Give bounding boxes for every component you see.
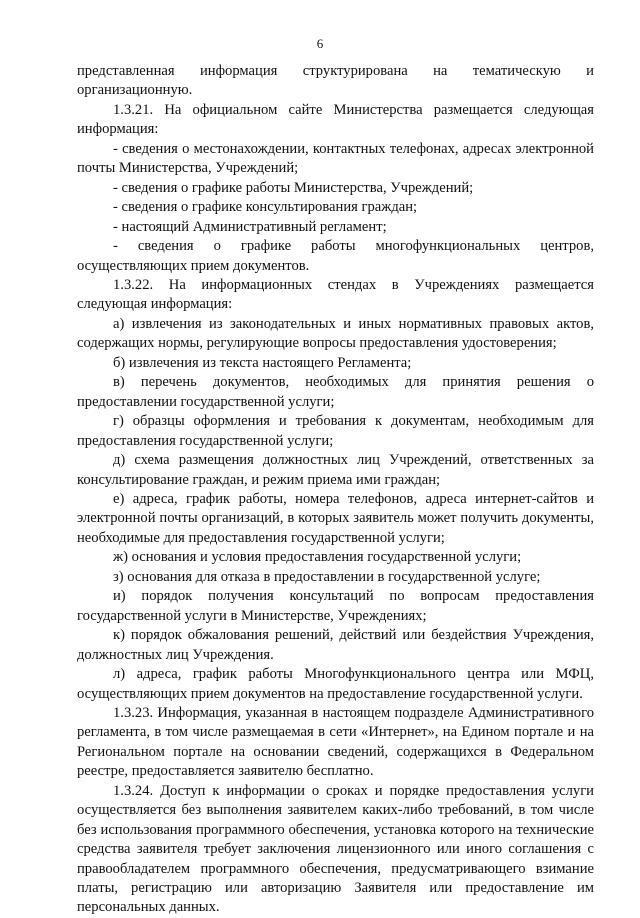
list-item-work-schedule: - сведения о графике работы Министерства, Учреждений; [113,179,474,196]
list-item-zh: ж) основания и условия предоставления государственной услуги; [113,549,522,566]
list-item-consulting-schedule: - сведения о графике консультирования граждан; [113,199,418,216]
paragraph-1-3-21: 1.3.21. На официальном сайте Министерства размещается следующая информация: [77,101,594,138]
document-body [77,62,594,918]
list-item-l: л) адреса, график работы Многофункционального центра или МФЦ, осуществляющих прием документов на предоставление государственной услуги. [77,666,594,702]
paragraph-1-3-23: 1.3.23. Информация, указанная в настоящем подразделе Административного регламента, в том числе размещаемая в сети «Интернет», на Едином портале и на Региональном портале на основании сведений, содержащихся в Федеральном реестре, предоставляется заявителю бесплатно. [77,704,594,780]
list-item-z: з) основания для отказа в предоставлении в государственной услуге; [113,568,541,585]
paragraph-1-3-24: 1.3.24. Доступ к информации о сроках и порядке предоставления услуги осуществляется без выполнения заявителем каких-либо требований, в том числе без использования программного обеспечения, установка которого на технические средства заявителя требует заключения лицензионного или иного соглашения с правообладателем программного обеспечения, предусматривающего взимание платы, регистрацию или авторизацию Заявителя или предоставление им персональных данных. [77,782,594,916]
list-item-v: в) перечень документов, необходимых для принятия решения о предоставлении государственной услуги; [77,374,594,410]
list-item-e: е) адреса, график работы, номера телефонов, адреса интернет-сайтов и электронной почты организаций, в которых заявитель может получить документы, необходимые для предоставления государственной услуги; [77,490,594,546]
list-item-d: д) схема размещения должностных лиц Учреждений, ответственных за консультирование граждан, и режим приема ими граждан; [77,452,594,488]
list-item-b: б) извлечения из текста настоящего Регламента; [113,354,412,371]
list-item-contacts: - сведения о местонахождении, контактных телефонах, адресах электронной почты Министерства, Учреждений; [77,140,594,177]
paragraph-1-3-22: 1.3.22. На информационных стендах в Учреждениях размещается следующая информация: [77,276,594,313]
list-item-mfc-schedule: - сведения о графике работы многофункциональных центров, осуществляющих прием документов. [77,238,594,274]
list-item-regulation: - настоящий Административный регламент; [113,218,387,235]
paragraph-continuation: представленная информация структурирована на тематическую и организационную. [77,63,594,99]
page-number: 6 [316,36,324,51]
list-item-g: г) образцы оформления и требования к документам, необходимым для предоставления государственной услуги; [77,413,594,449]
list-item-k: к) порядок обжалования решений, действий или бездействия Учреждения, должностных лиц Учреждения. [77,627,594,663]
list-item-i: и) порядок получения консультаций по вопросам предоставления государственной услуги в Министерстве, Учреждениях; [77,588,594,624]
list-item-a: а) извлечения из законодательных и иных нормативных правовых актов, содержащих нормы, регулирующие вопросы предоставления удостоверения; [77,315,594,352]
